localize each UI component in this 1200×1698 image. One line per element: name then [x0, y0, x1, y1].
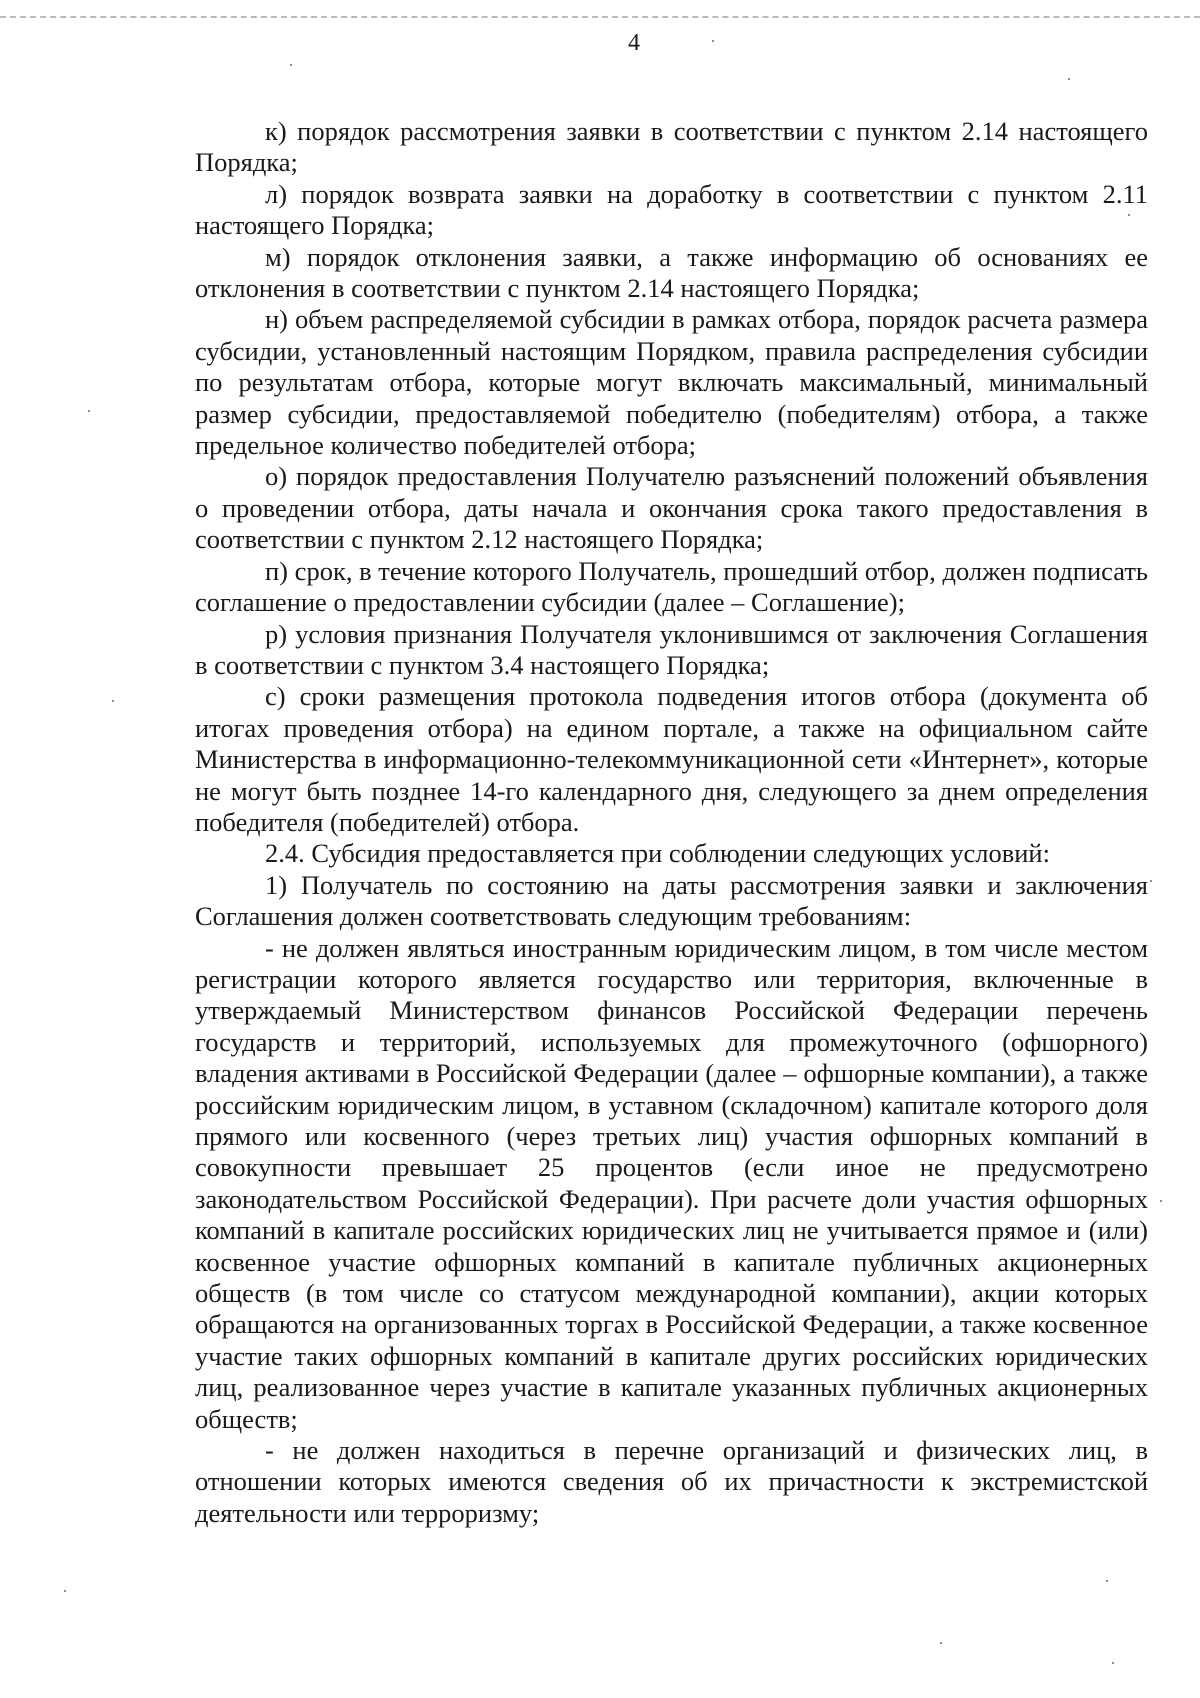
paragraph-k: к) порядок рассмотрения заявки в соответствии с пунктом 2.14 настоящего Порядка; — [195, 116, 1148, 178]
scan-speck — [64, 1590, 66, 1592]
paragraph-n: н) объем распределяемой субсидии в рамках отбора, порядок расчета размера субсидии, установленный настоящим Порядком, правила распределения субсидии по результатам отбора, которые могут включать максимальный, минимальный размер субсидии, предоставляемой победителю (победителям) отбора, а также предельное количество победителей отбора; — [195, 304, 1148, 461]
scan-speck — [1160, 1200, 1162, 1202]
paragraph-m: м) порядок отклонения заявки, а также информацию об основаниях ее отклонения в соответствии с пунктом 2.14 настоящего Порядка; — [195, 241, 1148, 304]
scan-speck — [290, 64, 292, 66]
scan-speck — [1128, 214, 1130, 216]
scan-top-edge — [0, 16, 1200, 18]
scan-speck — [1112, 1662, 1114, 1664]
requirement-not-foreign-entity: - не должен являться иностранным юридическим лицом, в том числе местом регистрации которого является государство или территория, включенные в утверждаемый Министерством финансов Российской Федерации перечень государств и территорий, используемых для промежуточного (офшорного) владения активами в Российской Федерации (далее – офшорные компании), а также российским юридическим лицом, в уставном (складочном) капитале которого доля прямого или косвенного (через третьих лиц) участия офшорных компаний в совокупности превышает 25 процентов (если иное не предусмотрено законодательством Российской Федерации). При расчете доли участия офшорных компаний в капитале российских юридических лиц не учитывается прямое и (или) косвенное участие офшорных компаний в капитале публичных акционерных обществ (в том числе со статусом международной компании), акции которых обращаются на организованных торгах в Российской Федерации, а также косвенное участие таких офшорных компаний в капитале других российских юридических лиц, реализованное через участие в капитале указанных публичных акционерных обществ; — [195, 932, 1148, 1434]
paragraph-r: р) условия признания Получателя уклонившимся от заключения Соглашения в соответствии с пунктом 3.4 настоящего Порядка; — [195, 618, 1148, 680]
paragraph-s: с) сроки размещения протокола подведения итогов отбора (документа об итогах проведения отбора) на едином портале, а также на официальном сайте Министерства в информационно-телекоммуникационной сети «Интернет», которые не могут быть позднее 14-го календарного дня, следующего за днем определения победителя (победителей) отбора. — [195, 681, 1148, 837]
paragraph-l: л) порядок возврата заявки на доработку в соответствии с пунктом 2.11 настоящего Порядка; — [195, 178, 1148, 241]
scan-speck — [1106, 1580, 1108, 1582]
requirement-not-in-extremism-list: - не должен находиться в перечне организаций и физических лиц, в отношении которых имеются сведения об их причастности к экстремистской деятельности или терроризму; — [195, 1435, 1148, 1528]
scan-speck — [1150, 880, 1152, 882]
scan-speck — [112, 700, 114, 702]
scan-speck — [712, 40, 714, 42]
paragraph-o: о) порядок предоставления Получателю разъяснений положений объявления о проведении отбора, даты начала и окончания срока такого предоставления в соответствии с пунктом 2.12 настоящего Порядка; — [195, 461, 1148, 555]
section-2-4-heading: 2.4. Субсидия предоставляется при соблюдении следующих условий: — [265, 838, 1050, 869]
condition-1: 1) Получатель по состоянию на даты рассмотрения заявки и заключения Соглашения должен соответствовать следующим требованиям: — [195, 869, 1148, 932]
paragraph-p: п) срок, в течение которого Получатель, прошедший отбор, должен подписать соглашение о предоставлении субсидии (далее – Соглашение); — [195, 555, 1148, 618]
page-number: 4 — [628, 30, 640, 56]
document-body — [195, 116, 1148, 1529]
scan-speck — [1068, 78, 1070, 80]
scan-speck — [88, 410, 90, 412]
scan-speck — [940, 1642, 942, 1644]
